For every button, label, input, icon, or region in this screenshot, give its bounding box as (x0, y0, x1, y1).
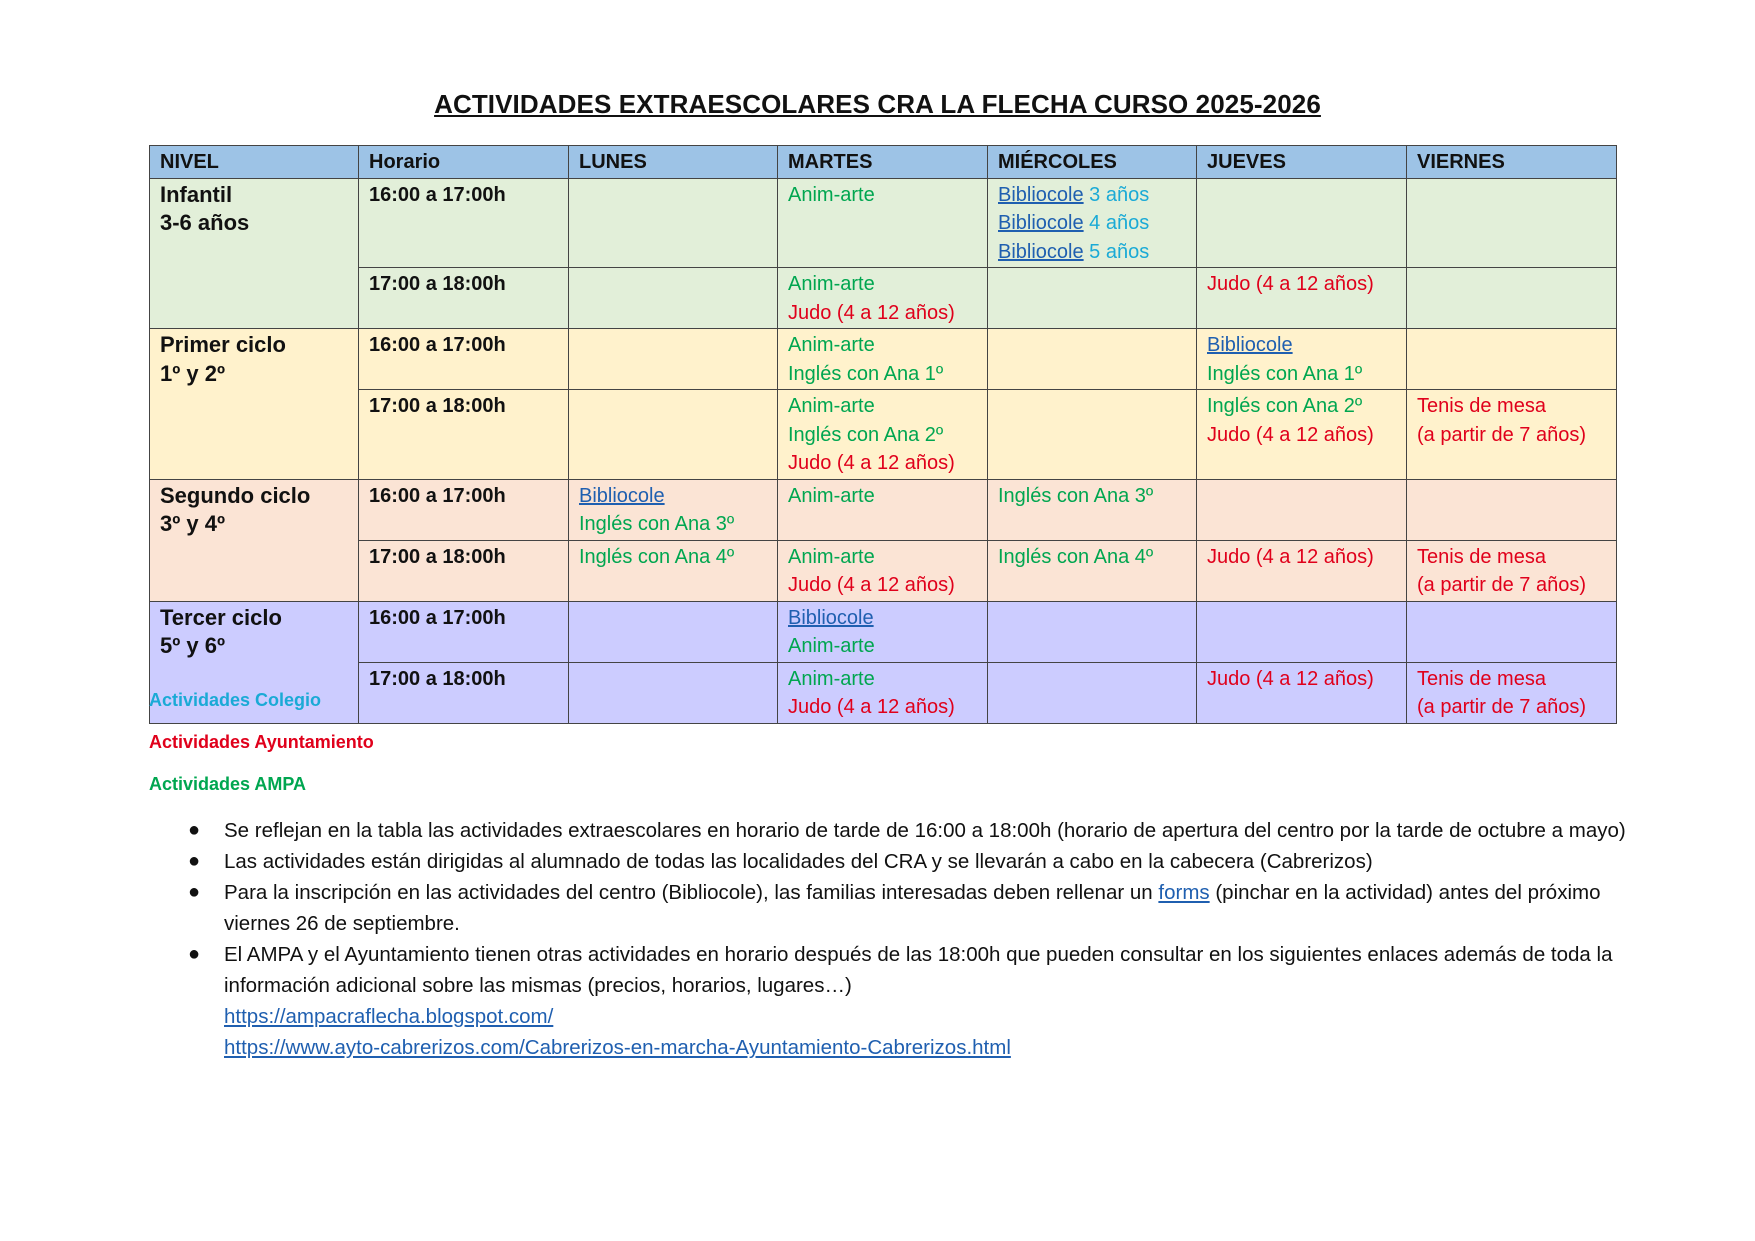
table-row (150, 601, 1617, 662)
activity-judo: Judo (4 a 12 años) (788, 452, 955, 474)
cell-miercoles (988, 329, 1197, 390)
time-slot: 17:00 a 18:00h (359, 390, 569, 480)
cell-jueves (1197, 329, 1407, 390)
cell-viernes (1407, 601, 1617, 662)
cell-miercoles (988, 390, 1197, 480)
cell-miercoles (988, 479, 1197, 540)
activity-anim-arte: Anim-arte (788, 183, 875, 206)
cell-jueves (1197, 479, 1407, 540)
activity-ingles-3: Inglés con Ana 3º (579, 513, 735, 535)
cell-lunes (569, 662, 778, 723)
bibliocole-link[interactable]: Bibliocole (998, 240, 1084, 263)
activity-bibliocole (788, 604, 977, 633)
cell-jueves (1197, 540, 1407, 601)
header-martes: MARTES (778, 146, 988, 179)
cell-jueves (1197, 662, 1407, 723)
activity-ingles-3: Inglés con Ana 3º (998, 484, 1154, 507)
activity-anim-arte: Anim-arte (788, 484, 875, 507)
schedule-table (149, 145, 1617, 724)
cell-martes (778, 268, 988, 329)
cell-miercoles (988, 662, 1197, 723)
level-name: Tercer ciclo (160, 604, 282, 630)
cell-jueves (1197, 178, 1407, 268)
activity-ingles-2: Inglés con Ana 2º (1207, 395, 1363, 417)
cell-viernes (1407, 540, 1617, 601)
time-slot: 16:00 a 17:00h (359, 601, 569, 662)
age-label: 4 años (1083, 212, 1150, 234)
cell-lunes (569, 390, 778, 480)
note-text: Las actividades están dirigidas al alumnado de todas las localidades del CRA y se llevarán a cabo en la cabecera (Cabrerizos) (224, 850, 1373, 873)
level-segundo-ciclo (150, 479, 359, 601)
activity-ingles-1: Inglés con Ana 1º (788, 362, 944, 385)
header-jueves: JUEVES (1197, 146, 1407, 179)
bibliocole-link[interactable]: Bibliocole (788, 606, 874, 629)
ampa-link[interactable]: https://ampacraflecha.blogspot.com/ (224, 1005, 554, 1028)
level-age: 5º y 6º (160, 633, 226, 658)
activity-anim-arte: Anim-arte (788, 273, 875, 295)
activity-bibliocole (1207, 331, 1396, 360)
activity-tenis: Tenis de mesa (1417, 395, 1546, 417)
activity-tenis-age: (a partir de 7 años) (1417, 423, 1586, 446)
bullet-icon: ● (188, 881, 201, 903)
cell-lunes (569, 540, 778, 601)
cell-viernes (1407, 268, 1617, 329)
activity-anim-arte: Anim-arte (788, 635, 875, 657)
page-title: ACTIVIDADES EXTRAESCOLARES CRA LA FLECHA CURSO 2025-2026 (434, 89, 1321, 119)
age-label: 3 años (1083, 183, 1150, 206)
list-item (188, 877, 1654, 939)
cell-viernes (1407, 178, 1617, 268)
activity-bibliocole-5 (998, 238, 1186, 267)
cell-jueves (1197, 268, 1407, 329)
list-item (188, 815, 1654, 846)
activity-bibliocole-4 (998, 209, 1186, 238)
list-item (188, 846, 1654, 877)
cell-lunes (569, 601, 778, 662)
cell-martes (778, 479, 988, 540)
cell-lunes (569, 479, 778, 540)
cell-jueves (1197, 390, 1407, 480)
activity-anim-arte: Anim-arte (788, 334, 875, 356)
cell-martes (778, 601, 988, 662)
activity-tenis-age: (a partir de 7 años) (1417, 574, 1586, 596)
header-row (150, 146, 1617, 179)
time-slot: 16:00 a 17:00h (359, 329, 569, 390)
activity-anim-arte: Anim-arte (788, 395, 875, 417)
bullet-icon: ● (188, 943, 201, 965)
time-slot: 16:00 a 17:00h (359, 178, 569, 268)
activity-ingles-2: Inglés con Ana 2º (788, 423, 944, 446)
activity-tenis: Tenis de mesa (1417, 545, 1546, 568)
activity-tenis: Tenis de mesa (1417, 667, 1546, 690)
ayuntamiento-link[interactable]: https://www.ayto-cabrerizos.com/Cabrerizos-en-marcha-Ayuntamiento-Cabrerizos.html (224, 1036, 1011, 1059)
notes-list (180, 815, 1654, 1063)
table-row (150, 268, 1617, 329)
time-slot: 16:00 a 17:00h (359, 479, 569, 540)
cell-lunes (569, 178, 778, 268)
activity-anim-arte: Anim-arte (788, 545, 875, 568)
table-row (150, 540, 1617, 601)
activity-tenis-age: (a partir de 7 años) (1417, 696, 1586, 718)
activity-anim-arte: Anim-arte (788, 667, 875, 690)
cell-martes (778, 178, 988, 268)
activity-judo: Judo (4 a 12 años) (1207, 273, 1374, 295)
legend-ayuntamiento: Actividades Ayuntamiento (149, 732, 374, 752)
level-age: 3-6 años (160, 210, 250, 235)
cell-lunes (569, 329, 778, 390)
table-row (150, 390, 1617, 480)
level-name: Segundo ciclo (160, 482, 311, 508)
header-horario: Horario (359, 146, 569, 179)
activity-bibliocole (579, 482, 767, 511)
activity-judo: Judo (4 a 12 años) (788, 696, 955, 718)
cell-miercoles (988, 601, 1197, 662)
bibliocole-link[interactable]: Bibliocole (579, 484, 665, 507)
level-age: 1º y 2º (160, 360, 226, 386)
level-name: Infantil (160, 181, 233, 207)
level-primer-ciclo (150, 329, 359, 480)
bullet-icon: ● (188, 819, 201, 841)
table-row (150, 479, 1617, 540)
cell-martes (778, 540, 988, 601)
activity-ingles-1: Inglés con Ana 1º (1207, 362, 1363, 385)
cell-viernes (1407, 662, 1617, 723)
header-lunes: LUNES (569, 146, 778, 179)
bullet-icon: ● (188, 850, 201, 872)
table-row (150, 329, 1617, 390)
note-text: (pinchar en la actividad) antes del próximo viernes 26 de septiembre. (224, 881, 1601, 935)
legend-colegio: Actividades Colegio (149, 690, 322, 710)
header-nivel: NIVEL (150, 146, 359, 179)
table-row (150, 662, 1617, 723)
time-slot: 17:00 a 18:00h (359, 540, 569, 601)
activity-judo: Judo (4 a 12 años) (788, 574, 955, 596)
cell-martes (778, 662, 988, 723)
forms-link[interactable]: forms (1158, 881, 1210, 904)
note-text: El AMPA y el Ayuntamiento tienen otras actividades en horario después de las 18:00h que pueden consultar en los siguientes enlaces además de toda la información adicional sobre las mismas (precios, horarios, lugares…) (224, 943, 1613, 997)
cell-lunes (569, 268, 778, 329)
bibliocole-link[interactable]: Bibliocole (998, 183, 1084, 206)
level-infantil (150, 178, 359, 329)
table-row (150, 178, 1617, 268)
activity-judo: Judo (4 a 12 años) (1207, 667, 1374, 690)
cell-miercoles (988, 540, 1197, 601)
header-miercoles: MIÉRCOLES (988, 146, 1197, 179)
activity-bibliocole-3 (998, 181, 1186, 210)
level-name: Primer ciclo (160, 332, 286, 357)
age-label: 5 años (1083, 240, 1150, 263)
activity-ingles-4: Inglés con Ana 4º (998, 545, 1154, 568)
time-slot: 17:00 a 18:00h (359, 268, 569, 329)
note-text: Para la inscripción en las actividades del centro (Bibliocole), las familias interesadas deben rellenar un (224, 881, 1159, 904)
activity-judo: Judo (4 a 12 años) (788, 301, 955, 324)
level-age: 3º y 4º (160, 511, 226, 536)
cell-viernes (1407, 329, 1617, 390)
cell-miercoles (988, 178, 1197, 268)
cell-miercoles (988, 268, 1197, 329)
cell-viernes (1407, 479, 1617, 540)
cell-viernes (1407, 390, 1617, 480)
activity-ingles-4: Inglés con Ana 4º (579, 545, 735, 568)
time-slot: 17:00 a 18:00h (359, 662, 569, 723)
activity-judo: Judo (4 a 12 años) (1207, 423, 1374, 446)
note-text: Se reflejan en la tabla las actividades extraescolares en horario de tarde de 16:00 a 18:00h (horario de apertura del centro por la tarde de octubre a mayo) (224, 819, 1626, 842)
legend-ampa: Actividades AMPA (149, 774, 307, 794)
cell-jueves (1197, 601, 1407, 662)
bibliocole-link[interactable]: Bibliocole (998, 212, 1084, 234)
bibliocole-link[interactable]: Bibliocole (1207, 334, 1293, 356)
cell-martes (778, 329, 988, 390)
cell-martes (778, 390, 988, 480)
header-viernes: VIERNES (1407, 146, 1617, 179)
list-item (188, 939, 1654, 1063)
activity-judo: Judo (4 a 12 años) (1207, 545, 1374, 568)
